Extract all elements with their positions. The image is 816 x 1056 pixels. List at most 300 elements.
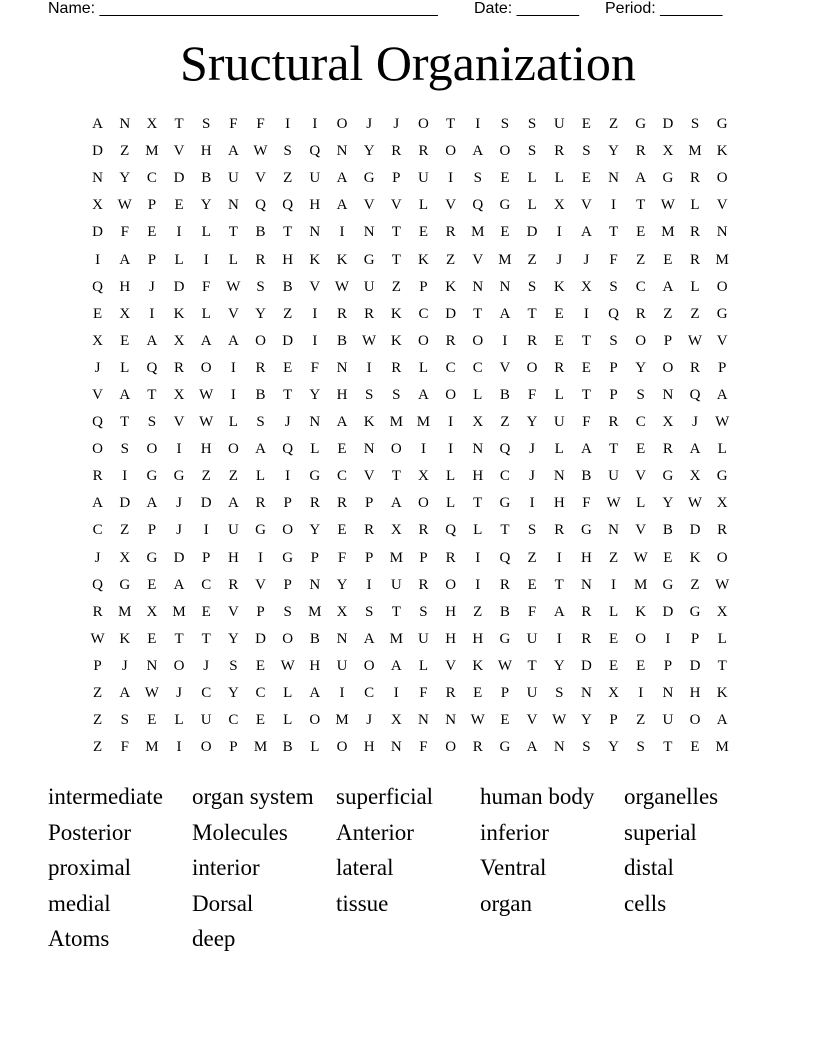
grid-letter[interactable]: J: [176, 495, 182, 512]
grid-letter[interactable]: Y: [553, 657, 565, 674]
grid-letter[interactable]: O: [146, 441, 158, 458]
grid-letter[interactable]: I: [176, 739, 182, 756]
grid-letter[interactable]: N: [608, 170, 619, 187]
grid-letter[interactable]: R: [581, 630, 592, 647]
grid-letter[interactable]: Z: [92, 712, 103, 729]
grid-letter[interactable]: P: [283, 495, 292, 512]
grid-letter[interactable]: O: [445, 576, 457, 593]
grid-letter[interactable]: G: [146, 468, 158, 485]
grid-letter[interactable]: D: [173, 170, 185, 187]
grid-letter[interactable]: V: [472, 251, 484, 268]
grid-letter[interactable]: M: [308, 603, 322, 620]
grid-letter[interactable]: G: [363, 251, 375, 268]
grid-letter[interactable]: M: [389, 414, 403, 431]
grid-letter[interactable]: L: [473, 522, 483, 539]
grid-letter[interactable]: I: [230, 386, 236, 403]
grid-letter[interactable]: A: [255, 441, 266, 458]
grid-letter[interactable]: X: [336, 603, 348, 620]
grid-letter[interactable]: S: [419, 603, 428, 620]
grid-letter[interactable]: M: [172, 603, 186, 620]
grid-letter[interactable]: R: [445, 685, 456, 702]
grid-letter[interactable]: O: [390, 441, 402, 458]
grid-letter[interactable]: A: [716, 712, 728, 729]
grid-letter[interactable]: Y: [227, 630, 239, 647]
grid-letter[interactable]: S: [527, 143, 537, 160]
grid-letter[interactable]: J: [94, 549, 101, 566]
grid-letter[interactable]: I: [529, 495, 535, 512]
grid-letter[interactable]: T: [581, 332, 591, 349]
grid-letter[interactable]: V: [580, 197, 592, 214]
grid-letter[interactable]: F: [527, 603, 537, 620]
grid-letter[interactable]: M: [498, 251, 512, 268]
grid-letter[interactable]: Q: [92, 414, 103, 431]
grid-letter[interactable]: O: [716, 278, 728, 295]
grid-letter[interactable]: S: [555, 685, 564, 702]
grid-letter[interactable]: B: [581, 468, 592, 485]
grid-letter[interactable]: S: [202, 116, 211, 133]
grid-letter[interactable]: P: [392, 170, 401, 187]
grid-letter[interactable]: S: [120, 712, 129, 729]
grid-letter[interactable]: H: [200, 143, 212, 160]
grid-letter[interactable]: S: [283, 143, 292, 160]
grid-letter[interactable]: L: [717, 630, 727, 647]
grid-letter[interactable]: Q: [282, 441, 294, 458]
grid-letter[interactable]: L: [201, 224, 211, 241]
grid-letter[interactable]: L: [174, 712, 184, 729]
grid-letter[interactable]: Q: [255, 197, 266, 214]
grid-letter[interactable]: L: [228, 251, 238, 268]
grid-letter[interactable]: H: [445, 630, 457, 647]
grid-letter[interactable]: N: [363, 224, 375, 241]
date-field[interactable]: Date: _______: [474, 0, 579, 17]
grid-letter[interactable]: M: [634, 576, 648, 593]
grid-letter[interactable]: U: [418, 170, 429, 187]
grid-letter[interactable]: X: [173, 386, 185, 403]
grid-letter[interactable]: T: [228, 224, 238, 241]
grid-letter[interactable]: A: [200, 332, 212, 349]
grid-letter[interactable]: R: [391, 143, 402, 160]
grid-letter[interactable]: C: [201, 685, 212, 702]
grid-letter[interactable]: C: [146, 170, 157, 187]
grid-letter[interactable]: Y: [662, 495, 674, 512]
grid-letter[interactable]: T: [283, 386, 293, 403]
grid-letter[interactable]: V: [255, 576, 266, 593]
grid-letter[interactable]: C: [201, 576, 212, 593]
grid-letter[interactable]: X: [119, 549, 131, 566]
grid-letter[interactable]: G: [499, 630, 511, 647]
grid-letter[interactable]: X: [662, 143, 674, 160]
grid-letter[interactable]: L: [120, 359, 130, 376]
grid-letter[interactable]: V: [499, 359, 511, 376]
grid-letter[interactable]: T: [201, 630, 211, 647]
grid-letter[interactable]: C: [92, 522, 103, 539]
grid-letter[interactable]: S: [582, 143, 591, 160]
grid-letter[interactable]: H: [119, 278, 131, 295]
grid-letter[interactable]: B: [499, 386, 510, 403]
grid-letter[interactable]: V: [363, 197, 375, 214]
grid-letter[interactable]: E: [418, 224, 429, 241]
grid-letter[interactable]: O: [255, 332, 266, 349]
grid-letter[interactable]: Z: [527, 549, 537, 566]
grid-letter[interactable]: R: [445, 332, 456, 349]
grid-letter[interactable]: T: [717, 657, 727, 674]
grid-letter[interactable]: A: [146, 495, 158, 512]
grid-letter[interactable]: C: [418, 305, 429, 322]
grid-letter[interactable]: S: [283, 603, 292, 620]
grid-letter[interactable]: A: [716, 386, 728, 403]
grid-letter[interactable]: X: [689, 468, 701, 485]
grid-letter[interactable]: K: [689, 549, 701, 566]
grid-letter[interactable]: Q: [499, 441, 511, 458]
grid-letter[interactable]: X: [390, 522, 402, 539]
grid-letter[interactable]: Q: [92, 278, 103, 295]
grid-letter[interactable]: V: [445, 657, 457, 674]
grid-letter[interactable]: M: [715, 251, 729, 268]
grid-letter[interactable]: P: [256, 603, 265, 620]
grid-letter[interactable]: D: [662, 603, 674, 620]
grid-letter[interactable]: I: [475, 576, 481, 593]
grid-letter[interactable]: F: [527, 386, 537, 403]
grid-letter[interactable]: G: [119, 576, 131, 593]
grid-letter[interactable]: D: [173, 278, 185, 295]
grid-letter[interactable]: E: [337, 522, 347, 539]
grid-letter[interactable]: J: [176, 522, 182, 539]
grid-letter[interactable]: R: [690, 359, 701, 376]
grid-letter[interactable]: J: [529, 468, 535, 485]
grid-letter[interactable]: Y: [363, 143, 375, 160]
grid-letter[interactable]: A: [363, 630, 375, 647]
grid-letter[interactable]: V: [92, 386, 103, 403]
grid-letter[interactable]: L: [473, 386, 483, 403]
grid-letter[interactable]: X: [119, 305, 131, 322]
grid-letter[interactable]: R: [717, 522, 728, 539]
grid-letter[interactable]: Z: [283, 305, 293, 322]
grid-letter[interactable]: I: [665, 630, 671, 647]
grid-letter[interactable]: F: [419, 739, 428, 756]
grid-letter[interactable]: P: [364, 549, 374, 566]
grid-letter[interactable]: S: [636, 386, 645, 403]
grid-letter[interactable]: U: [526, 630, 538, 647]
grid-letter[interactable]: I: [556, 549, 562, 566]
grid-letter[interactable]: Z: [283, 170, 293, 187]
grid-letter[interactable]: M: [688, 143, 702, 160]
grid-letter[interactable]: E: [500, 712, 510, 729]
grid-letter[interactable]: I: [556, 224, 562, 241]
grid-letter[interactable]: E: [690, 739, 700, 756]
grid-letter[interactable]: C: [364, 685, 375, 702]
grid-letter[interactable]: Z: [473, 603, 483, 620]
grid-letter[interactable]: A: [119, 386, 131, 403]
grid-letter[interactable]: J: [94, 359, 101, 376]
grid-letter[interactable]: J: [366, 116, 373, 133]
grid-letter[interactable]: S: [364, 386, 374, 403]
grid-letter[interactable]: V: [309, 278, 321, 295]
grid-letter[interactable]: R: [255, 251, 266, 268]
grid-letter[interactable]: C: [635, 414, 646, 431]
grid-letter[interactable]: E: [636, 224, 646, 241]
grid-letter[interactable]: D: [689, 657, 701, 674]
grid-letter[interactable]: I: [448, 170, 454, 187]
grid-letter[interactable]: Z: [500, 414, 510, 431]
grid-letter[interactable]: D: [92, 143, 103, 160]
grid-letter[interactable]: F: [310, 359, 319, 376]
grid-letter[interactable]: A: [580, 224, 592, 241]
grid-letter[interactable]: J: [529, 441, 535, 458]
grid-letter[interactable]: E: [255, 712, 266, 729]
grid-letter[interactable]: I: [285, 468, 291, 485]
grid-letter[interactable]: K: [336, 251, 348, 268]
grid-letter[interactable]: T: [663, 739, 673, 756]
grid-letter[interactable]: W: [687, 332, 703, 349]
grid-letter[interactable]: E: [283, 359, 293, 376]
grid-letter[interactable]: J: [583, 251, 590, 268]
grid-letter[interactable]: D: [119, 495, 131, 512]
grid-letter[interactable]: J: [692, 414, 698, 431]
grid-letter[interactable]: Z: [608, 116, 619, 133]
grid-letter[interactable]: I: [475, 116, 481, 133]
grid-letter[interactable]: S: [229, 657, 238, 674]
grid-letter[interactable]: S: [527, 522, 537, 539]
grid-letter[interactable]: Z: [527, 251, 537, 268]
grid-letter[interactable]: A: [390, 495, 402, 512]
grid-letter[interactable]: C: [445, 359, 456, 376]
grid-letter[interactable]: D: [282, 332, 294, 349]
grid-letter[interactable]: G: [689, 603, 701, 620]
grid-letter[interactable]: T: [120, 414, 130, 431]
grid-letter[interactable]: R: [445, 549, 456, 566]
grid-letter[interactable]: X: [390, 712, 402, 729]
grid-letter[interactable]: N: [336, 630, 348, 647]
grid-letter[interactable]: O: [282, 522, 294, 539]
grid-letter[interactable]: Z: [608, 549, 619, 566]
grid-letter[interactable]: M: [118, 603, 132, 620]
grid-letter[interactable]: U: [363, 278, 375, 295]
grid-letter[interactable]: I: [339, 224, 345, 241]
grid-letter[interactable]: R: [472, 739, 483, 756]
grid-letter[interactable]: L: [446, 495, 456, 512]
grid-letter[interactable]: I: [176, 224, 182, 241]
grid-letter[interactable]: M: [389, 630, 403, 647]
grid-letter[interactable]: A: [227, 332, 239, 349]
grid-letter[interactable]: T: [283, 224, 293, 241]
grid-letter[interactable]: E: [500, 170, 510, 187]
grid-letter[interactable]: T: [446, 116, 456, 133]
grid-letter[interactable]: X: [92, 332, 103, 349]
grid-letter[interactable]: F: [202, 278, 211, 295]
grid-letter[interactable]: P: [364, 495, 374, 512]
grid-letter[interactable]: Y: [608, 739, 619, 756]
name-field[interactable]: Name: ______________________________________: [48, 0, 438, 17]
grid-letter[interactable]: L: [554, 386, 564, 403]
grid-letter[interactable]: Y: [608, 143, 619, 160]
grid-letter[interactable]: K: [173, 305, 185, 322]
grid-letter[interactable]: K: [390, 305, 402, 322]
grid-letter[interactable]: Q: [146, 359, 158, 376]
grid-letter[interactable]: C: [635, 278, 646, 295]
grid-letter[interactable]: W: [552, 712, 567, 729]
grid-letter[interactable]: A: [336, 197, 348, 214]
grid-letter[interactable]: E: [581, 359, 591, 376]
grid-letter[interactable]: H: [689, 685, 701, 702]
grid-letter[interactable]: P: [283, 576, 292, 593]
grid-letter[interactable]: D: [255, 630, 266, 647]
grid-letter[interactable]: P: [229, 739, 238, 756]
grid-letter[interactable]: A: [689, 441, 701, 458]
grid-letter[interactable]: N: [418, 712, 429, 729]
grid-letter[interactable]: A: [336, 414, 348, 431]
grid-letter[interactable]: W: [660, 197, 675, 214]
grid-letter[interactable]: E: [201, 603, 211, 620]
grid-letter[interactable]: N: [445, 712, 457, 729]
grid-letter[interactable]: R: [581, 603, 592, 620]
grid-letter[interactable]: W: [470, 712, 485, 729]
grid-letter[interactable]: R: [554, 522, 565, 539]
grid-letter[interactable]: Y: [580, 712, 592, 729]
grid-letter[interactable]: S: [690, 116, 700, 133]
grid-letter[interactable]: I: [366, 576, 372, 593]
grid-letter[interactable]: F: [337, 549, 347, 566]
grid-letter[interactable]: K: [716, 143, 728, 160]
grid-letter[interactable]: S: [527, 116, 537, 133]
grid-letter[interactable]: F: [582, 495, 591, 512]
grid-letter[interactable]: I: [149, 305, 155, 322]
grid-letter[interactable]: X: [716, 603, 728, 620]
grid-letter[interactable]: T: [608, 224, 619, 241]
grid-letter[interactable]: L: [201, 305, 211, 322]
grid-letter[interactable]: G: [255, 522, 266, 539]
grid-letter[interactable]: T: [527, 657, 537, 674]
grid-letter[interactable]: T: [147, 386, 157, 403]
grid-letter[interactable]: D: [92, 224, 103, 241]
grid-letter[interactable]: S: [120, 441, 129, 458]
grid-letter[interactable]: E: [527, 576, 537, 593]
grid-letter[interactable]: A: [526, 739, 538, 756]
grid-letter[interactable]: X: [580, 278, 592, 295]
grid-letter[interactable]: M: [145, 739, 159, 756]
grid-letter[interactable]: N: [336, 359, 348, 376]
grid-letter[interactable]: J: [121, 657, 128, 674]
grid-letter[interactable]: S: [609, 332, 618, 349]
grid-letter[interactable]: I: [638, 685, 644, 702]
grid-letter[interactable]: P: [663, 332, 673, 349]
grid-letter[interactable]: R: [690, 170, 701, 187]
grid-letter[interactable]: G: [635, 116, 647, 133]
grid-letter[interactable]: F: [120, 739, 129, 756]
grid-letter[interactable]: O: [336, 116, 348, 133]
grid-letter[interactable]: W: [117, 197, 132, 214]
grid-letter[interactable]: A: [418, 386, 429, 403]
grid-letter[interactable]: L: [310, 739, 320, 756]
grid-letter[interactable]: I: [448, 441, 454, 458]
grid-letter[interactable]: X: [553, 197, 565, 214]
grid-letter[interactable]: E: [147, 712, 157, 729]
grid-letter[interactable]: N: [472, 278, 484, 295]
grid-letter[interactable]: P: [419, 549, 428, 566]
grid-letter[interactable]: G: [716, 116, 728, 133]
grid-letter[interactable]: P: [147, 522, 157, 539]
grid-letter[interactable]: Y: [526, 414, 538, 431]
grid-letter[interactable]: Z: [391, 278, 401, 295]
grid-letter[interactable]: L: [527, 197, 537, 214]
grid-letter[interactable]: L: [283, 685, 293, 702]
grid-letter[interactable]: A: [92, 495, 103, 512]
grid-letter[interactable]: E: [147, 224, 157, 241]
grid-letter[interactable]: W: [334, 278, 350, 295]
grid-letter[interactable]: R: [364, 305, 375, 322]
grid-letter[interactable]: L: [174, 251, 184, 268]
grid-letter[interactable]: A: [472, 143, 484, 160]
grid-letter[interactable]: O: [716, 549, 728, 566]
grid-letter[interactable]: I: [203, 522, 209, 539]
grid-letter[interactable]: G: [716, 305, 728, 322]
grid-letter[interactable]: K: [119, 630, 131, 647]
grid-letter[interactable]: I: [611, 197, 617, 214]
grid-letter[interactable]: O: [363, 657, 375, 674]
grid-letter[interactable]: M: [389, 549, 403, 566]
grid-letter[interactable]: N: [580, 685, 592, 702]
grid-letter[interactable]: F: [419, 685, 428, 702]
grid-letter[interactable]: T: [473, 305, 483, 322]
grid-letter[interactable]: Q: [92, 576, 103, 593]
grid-letter[interactable]: O: [499, 143, 511, 160]
grid-letter[interactable]: W: [497, 657, 512, 674]
grid-letter[interactable]: I: [366, 359, 372, 376]
grid-letter[interactable]: V: [173, 143, 185, 160]
grid-letter[interactable]: R: [499, 576, 510, 593]
grid-letter[interactable]: N: [336, 143, 348, 160]
grid-letter[interactable]: K: [472, 657, 484, 674]
grid-letter[interactable]: H: [336, 386, 348, 403]
grid-letter[interactable]: G: [662, 576, 674, 593]
grid-letter[interactable]: R: [418, 522, 429, 539]
grid-letter[interactable]: C: [255, 685, 266, 702]
grid-letter[interactable]: G: [499, 495, 511, 512]
grid-letter[interactable]: N: [146, 657, 158, 674]
grid-letter[interactable]: P: [147, 251, 157, 268]
grid-letter[interactable]: G: [309, 468, 321, 485]
grid-letter[interactable]: T: [391, 603, 401, 620]
grid-letter[interactable]: Y: [635, 359, 647, 376]
grid-letter[interactable]: R: [228, 576, 239, 593]
grid-letter[interactable]: R: [662, 441, 673, 458]
grid-letter[interactable]: E: [337, 441, 347, 458]
grid-letter[interactable]: Y: [255, 305, 266, 322]
grid-letter[interactable]: D: [689, 522, 701, 539]
grid-letter[interactable]: Q: [282, 197, 294, 214]
grid-letter[interactable]: O: [173, 657, 185, 674]
grid-letter[interactable]: U: [553, 116, 565, 133]
grid-letter[interactable]: R: [418, 143, 429, 160]
grid-letter[interactable]: N: [553, 468, 565, 485]
grid-letter[interactable]: N: [227, 197, 239, 214]
grid-letter[interactable]: L: [717, 441, 727, 458]
grid-letter[interactable]: Z: [636, 712, 646, 729]
grid-letter[interactable]: K: [363, 414, 375, 431]
grid-letter[interactable]: R: [255, 359, 266, 376]
grid-letter[interactable]: G: [499, 197, 511, 214]
grid-letter[interactable]: Z: [663, 305, 673, 322]
grid-letter[interactable]: Z: [228, 468, 238, 485]
grid-letter[interactable]: T: [500, 522, 510, 539]
grid-letter[interactable]: E: [554, 332, 564, 349]
grid-letter[interactable]: F: [229, 116, 238, 133]
grid-letter[interactable]: I: [312, 116, 318, 133]
grid-letter[interactable]: W: [90, 630, 105, 647]
grid-letter[interactable]: E: [255, 657, 266, 674]
grid-letter[interactable]: F: [609, 251, 618, 268]
grid-letter[interactable]: S: [147, 414, 157, 431]
grid-letter[interactable]: A: [227, 143, 239, 160]
